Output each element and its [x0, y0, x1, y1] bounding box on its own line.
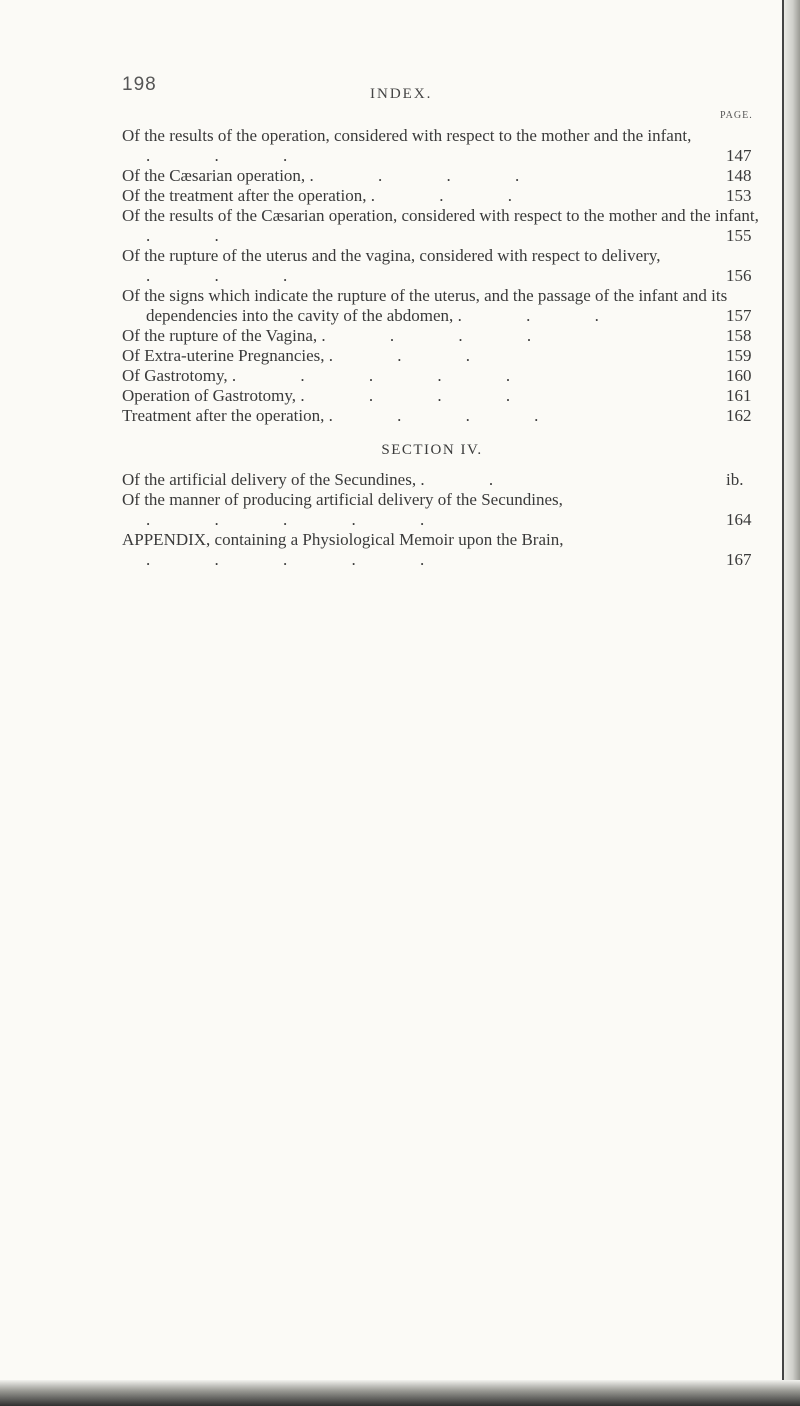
entry-page-number: 155	[726, 226, 752, 245]
dot-leader: . . . .	[321, 326, 562, 345]
index-entry	[122, 186, 762, 206]
page-column-heading: PAGE.	[720, 110, 753, 121]
running-head: INDEX.	[370, 86, 433, 102]
dot-leader: . . . .	[328, 406, 569, 425]
index-entry	[122, 286, 762, 326]
dot-leader: . . . . .	[146, 510, 455, 529]
dot-leader: . . .	[146, 266, 318, 285]
entry-text: APPENDIX, containing a Physiological Memoir upon the Brain,	[122, 530, 564, 549]
entry-page-number: 161	[726, 386, 752, 405]
entry-page-number: 148	[726, 166, 752, 185]
dot-leader: . .	[146, 226, 249, 245]
entry-text: Operation of Gastrotomy,	[122, 386, 297, 405]
dot-leader: . . .	[457, 306, 629, 325]
dot-leader: . .	[420, 470, 524, 489]
dot-leader: . . .	[328, 346, 500, 365]
entry-page-number: 160	[726, 366, 752, 385]
index-entries	[122, 126, 762, 570]
index-entry	[122, 406, 762, 426]
index-entry	[122, 346, 762, 366]
entry-page-number: 162	[726, 406, 752, 425]
index-entry-list	[122, 470, 762, 570]
entry-text: Of the Cæsarian operation,	[122, 166, 306, 185]
entry-text: Of Gastrotomy,	[122, 366, 228, 385]
index-entry	[122, 366, 762, 386]
page-bottom-edge	[0, 1380, 800, 1406]
entry-text: Of the results of the Cæsarian operation, considered with respect to the mother and the infant,	[122, 206, 759, 225]
index-entry-list	[122, 126, 762, 426]
dot-leader: . . . .	[300, 386, 541, 405]
entry-page-number: 153	[726, 186, 752, 205]
dot-leader: . . . .	[309, 166, 550, 185]
dot-leader: . . .	[146, 146, 318, 165]
dot-leader: . . . . .	[146, 550, 455, 569]
entry-page-number: 157	[726, 306, 752, 325]
entry-text: Of the signs which indicate the rupture of the uterus, and the passage of the infant and its dependencies into the cavity of the abdomen,	[122, 286, 728, 325]
index-entry	[122, 246, 762, 286]
entry-page-number: 156	[726, 266, 752, 285]
entry-text: Of the rupture of the Vagina,	[122, 326, 318, 345]
entry-page-number: 167	[726, 550, 752, 569]
index-entry	[122, 126, 762, 166]
section-heading: SECTION IV.	[381, 442, 483, 458]
entry-text: Of the manner of producing artificial delivery of the Secundines,	[122, 490, 563, 509]
page-number: 198	[122, 74, 157, 95]
entry-page-number: 164	[726, 510, 752, 529]
entry-text: Treatment after the operation,	[122, 406, 325, 425]
index-entry	[122, 386, 762, 406]
index-entry	[122, 530, 762, 570]
index-entry	[122, 490, 762, 530]
dot-leader: . . . . .	[231, 366, 541, 385]
entry-page-number: 158	[726, 326, 752, 345]
entry-text: Of Extra-uterine Pregnancies,	[122, 346, 325, 365]
entry-text: Of the treatment after the operation,	[122, 186, 367, 205]
entry-text: Of the results of the operation, considered with respect to the mother and the infant,	[122, 126, 692, 145]
entry-page-number: 147	[726, 146, 752, 165]
entry-page-number: 159	[726, 346, 752, 365]
entry-text: Of the rupture of the uterus and the vagina, considered with respect to delivery,	[122, 246, 661, 265]
dot-leader: . . .	[370, 186, 542, 205]
index-entry	[122, 166, 762, 186]
entry-text: Of the artificial delivery of the Secundines,	[122, 470, 417, 489]
index-entry	[122, 206, 762, 246]
entry-page-number: ib.	[726, 470, 744, 489]
index-entry	[122, 326, 762, 346]
index-entry	[122, 470, 762, 490]
page-edge-shadow	[782, 0, 800, 1406]
